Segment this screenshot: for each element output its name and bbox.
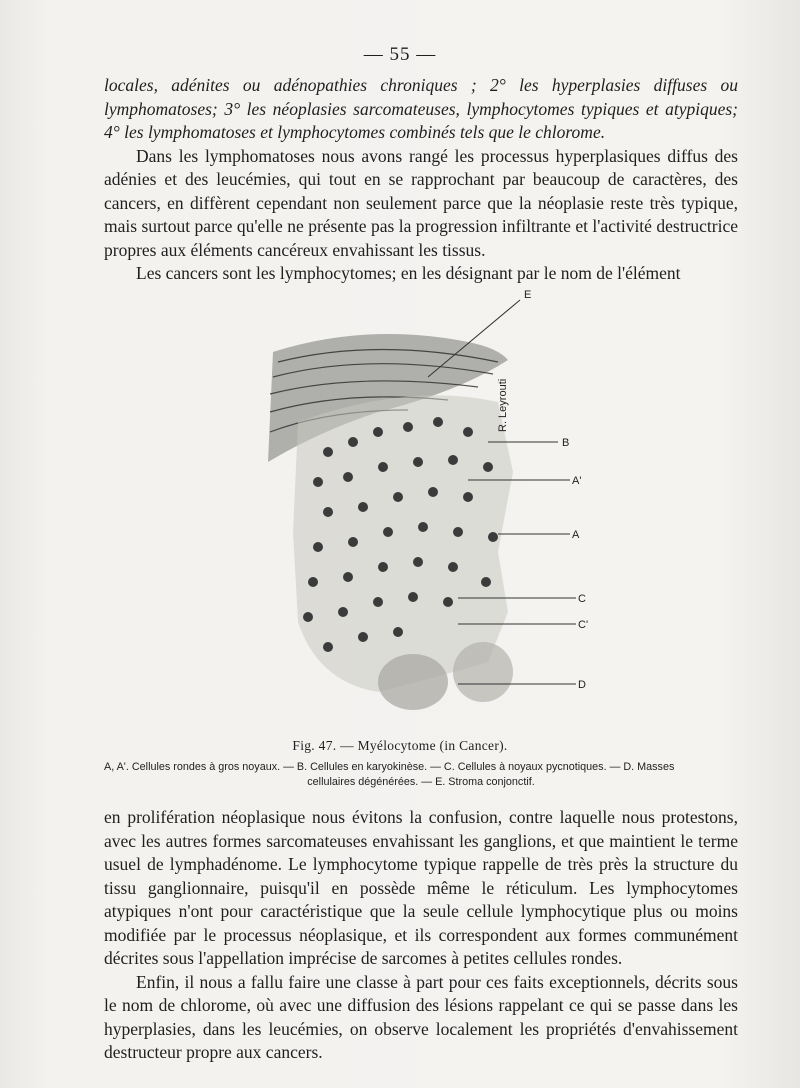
illustrator-signature: R. Leyrouti — [497, 378, 509, 432]
figure-legend — [104, 760, 738, 790]
label-c-prime: C' — [578, 619, 589, 631]
label-c: C — [578, 593, 586, 605]
paragraph-classification-list: locales, adénites ou adénopathies chroniques ; 2° les hyperplasies diffuses ou lymphomatoses; 3° les néoplasies sarcomateuses, lymphocytomes typiques et atypiques; 4° les lymphomatoses et lymphocytomes combinés tels que le chlorome. — [104, 75, 738, 142]
degenerated-mass-left — [378, 654, 448, 710]
paragraph-chlorome: Enfin, il nous a fallu faire une classe à part pour ces faits exceptionnels, décrits sous le nom de chlorome, où avec une diffusion des lésions rappelant ce qui se passe dans les hyperplasies, dans les leucémies, on observe localement les propriétés d'envahissement destructeur propre aux cancers. — [104, 971, 738, 1062]
figure-caption-title: Fig. 47. — Myélocytome (in Cancer). — [292, 738, 508, 753]
top-text-block — [104, 74, 738, 286]
figure-47-illustration — [258, 282, 618, 722]
degenerated-mass-right — [453, 642, 513, 702]
page-number: — 55 — — [363, 44, 437, 65]
label-d: D — [578, 679, 586, 691]
paragraph-cancers-intro: Les cancers sont les lymphocytomes; en les désignant par le nom de l'élément — [136, 263, 681, 283]
bottom-text-block — [104, 806, 738, 1065]
paragraph-lymphocytomes: en prolifération néoplasique nous évitons la confusion, contre laquelle nous protestons, avec les autres formes sarcomateuses envahissant les ganglions, et que maintient le terme usuel de lymphadénome. Le lymphocytome typique rappelle de très près la structure du tissu ganglionnaire, puisqu'il en possède même le réticulum. Les lymphocytomes atypiques n'ont pour caractéristique que la seule cellule lymphocytique plus ou moins modifiée par le processus néoplasique, et ils correspondent aux formes communément décrites sous l'appellation imprécise de sarcomes à petites cellules rondes. — [104, 807, 738, 968]
label-a: A — [572, 529, 580, 541]
paragraph-lymphomatoses: Dans les lymphomatoses nous avons rangé les processus hyperplasiques diffus des adénies et des leucémies, qui tout en se rapprochant par beaucoup de caractères, des cancers, en diffèrent cependant non seulement parce que la néoplasie reste très typique, mais surtout parce qu'elle ne présente pas la progression infiltrante et l'activité destructrice propres aux éléments cancéreux envahissant les tissus. — [104, 145, 738, 260]
figure-legend-line-2: cellulaires dégénérées. — E. Stroma conjonctif. — [307, 776, 535, 788]
histology-drawing — [258, 282, 618, 722]
label-b: B — [562, 437, 570, 449]
label-e: E — [524, 289, 532, 301]
label-a-prime: A' — [572, 475, 582, 487]
figure-legend-line-1: A, A'. Cellules rondes à gros noyaux. — B. Cellules en karyokinèse. — C. Cellules à noyaux pycnotiques. — D. Masses — [104, 761, 675, 773]
